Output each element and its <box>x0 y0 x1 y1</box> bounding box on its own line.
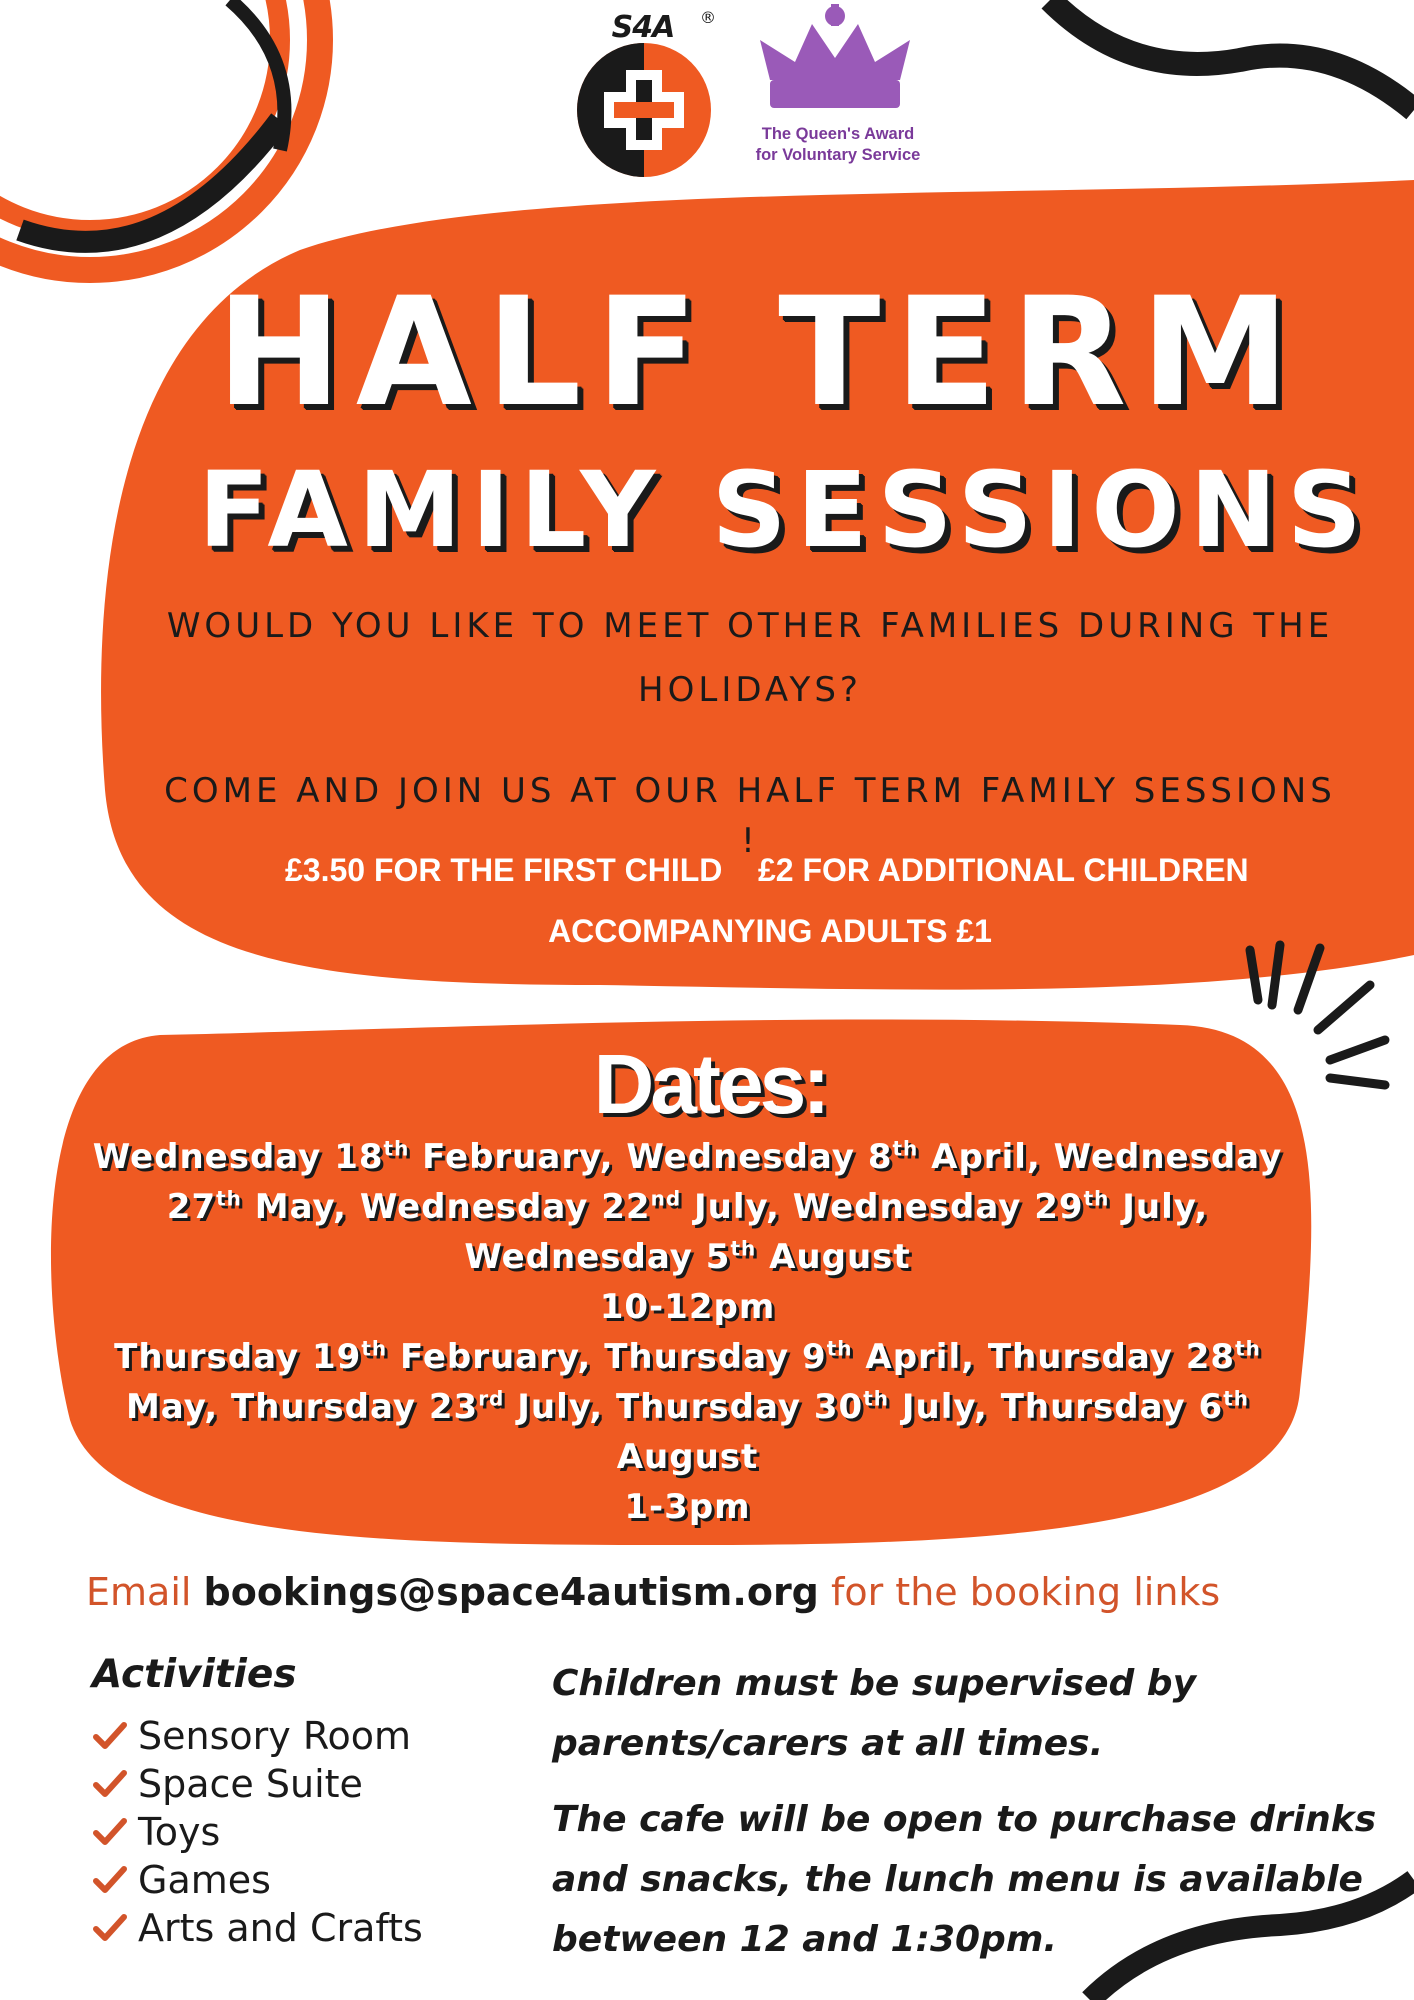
date-suffix: rd <box>478 1386 505 1411</box>
headline-title: HALF TERM <box>216 266 1304 440</box>
date-suffix: th <box>216 1186 242 1211</box>
date-month: July <box>517 1387 590 1427</box>
queens-award-line1: The Queen's Award <box>761 125 915 143</box>
email-address-link[interactable]: bookings@space4autism.org <box>203 1570 819 1614</box>
supervision-note: Children must be supervised by parents/carers at all times. <box>552 1663 1197 1764</box>
date-number: 30 <box>813 1387 864 1427</box>
wednesday-dates: Wednesday 18th February, Wednesday 8th April, Wednesday 27th May, Wednesday 22nd July, Wednesday 29th July, Wednesday 5th August <box>92 1136 1283 1277</box>
date-suffix: th <box>361 1336 388 1361</box>
date-number: 5 <box>705 1237 731 1277</box>
date-suffix: th <box>1235 1336 1261 1361</box>
date-suffix: th <box>863 1386 890 1411</box>
top-left-swirl-decoration <box>0 0 320 270</box>
checkmark-icon <box>92 1913 128 1943</box>
activity-item <box>92 1856 423 1904</box>
date-month: February <box>399 1337 578 1377</box>
top-right-swirl-decoration <box>1050 0 1414 110</box>
date-month: May <box>254 1187 334 1227</box>
price-first-child: £3.50 FOR THE FIRST CHILD <box>285 852 723 888</box>
activity-item <box>92 1760 423 1808</box>
queens-award-label <box>738 124 938 166</box>
date-number: 8 <box>867 1137 893 1177</box>
activity-label: Sensory Room <box>138 1714 412 1758</box>
date-month: April <box>865 1337 962 1377</box>
date-day: Thursday <box>604 1337 790 1377</box>
date-month: July <box>693 1187 767 1227</box>
date-month: July <box>1122 1187 1195 1227</box>
intro-question: WOULD YOU LIKE TO MEET OTHER FAMILIES DURING THE HOLIDAYS? <box>166 606 1334 710</box>
date-entry <box>360 1187 766 1227</box>
date-entry <box>93 1137 600 1177</box>
registered-mark: ® <box>700 8 716 27</box>
date-number: 22 <box>601 1187 651 1227</box>
activity-item <box>92 1808 423 1856</box>
date-day: Thursday <box>987 1337 1173 1377</box>
queens-award-line2: for Voluntary Service <box>755 146 921 164</box>
s4a-logo-text: S4A <box>611 10 675 45</box>
date-suffix: th <box>1223 1386 1250 1411</box>
date-entry <box>464 1237 910 1277</box>
email-prefix: Email <box>86 1570 204 1614</box>
dates-body <box>90 1132 1285 1532</box>
date-suffix: th <box>826 1336 853 1361</box>
date-month: August <box>769 1237 911 1277</box>
date-number: 9 <box>802 1337 827 1377</box>
date-day: Wednesday <box>359 1187 589 1227</box>
crown-icon <box>760 4 910 108</box>
dates-title: Dates: <box>593 1037 827 1131</box>
price-additional: £2 FOR ADDITIONAL CHILDREN <box>757 852 1249 888</box>
date-day: Thursday <box>231 1387 417 1427</box>
date-number: 6 <box>1198 1387 1224 1427</box>
date-day: Wednesday <box>1053 1137 1283 1177</box>
date-day: Thursday <box>1000 1387 1186 1427</box>
intro-invite: COME AND JOIN US AT OUR HALF TERM FAMILY SESSIONS ! <box>164 771 1336 861</box>
date-day: Thursday <box>114 1337 300 1377</box>
headline-subtitle: FAMILY SESSIONS <box>198 449 1372 571</box>
price-line <box>285 852 1249 889</box>
date-number: 28 <box>1185 1337 1236 1377</box>
date-suffix: nd <box>650 1186 682 1211</box>
date-number: 18 <box>334 1137 384 1177</box>
checkmark-icon <box>92 1817 128 1847</box>
activity-label: Space Suite <box>138 1762 363 1806</box>
checkmark-icon <box>92 1721 128 1751</box>
date-suffix: th <box>730 1236 757 1261</box>
date-day: Wednesday <box>464 1237 693 1277</box>
date-month: May <box>125 1387 205 1427</box>
activity-label: Games <box>138 1858 271 1902</box>
date-month: July <box>901 1387 974 1427</box>
date-number: 23 <box>428 1387 479 1427</box>
date-entry <box>626 1137 1027 1177</box>
date-number: 19 <box>311 1337 362 1377</box>
date-month: February <box>422 1137 600 1177</box>
date-entry <box>604 1337 961 1377</box>
date-entry <box>231 1387 589 1427</box>
activity-item <box>92 1712 423 1760</box>
thursday-dates: Thursday 19th February, Thursday 9th April, Thursday 28th May, Thursday 23rd July, Thursday 30th July, Thursday 6th August <box>114 1336 1261 1477</box>
date-entry <box>616 1387 974 1427</box>
price-adults: ACCOMPANYING ADULTS £1 <box>548 913 992 949</box>
date-number: 27 <box>166 1187 217 1227</box>
activities-title: Activities <box>92 1652 297 1697</box>
wednesday-time: 10-12pm <box>599 1287 776 1327</box>
date-suffix: th <box>383 1136 410 1161</box>
activities-list <box>92 1712 423 1952</box>
date-suffix: th <box>892 1136 919 1161</box>
email-line <box>86 1570 1366 1614</box>
date-suffix: th <box>1083 1186 1110 1211</box>
date-number: 29 <box>1034 1187 1084 1227</box>
activity-item <box>92 1904 423 1952</box>
activity-label: Arts and Crafts <box>138 1906 423 1950</box>
activity-label: Toys <box>138 1810 221 1854</box>
date-entry <box>793 1187 1194 1227</box>
checkmark-icon <box>92 1865 128 1895</box>
checkmark-icon <box>92 1769 128 1799</box>
cafe-note: The cafe will be open to purchase drinks and snacks, the lunch menu is available between 12 and 1:30pm. <box>552 1799 1377 1960</box>
date-month: April <box>931 1137 1027 1177</box>
date-day: Thursday <box>616 1387 802 1427</box>
date-day: Wednesday <box>792 1187 1022 1227</box>
date-month: August <box>616 1437 759 1477</box>
date-day: Wednesday <box>92 1137 322 1177</box>
date-entry <box>114 1337 577 1377</box>
thursday-time: 1-3pm <box>624 1487 751 1527</box>
s4a-logo-icon <box>577 43 711 177</box>
email-suffix: for the booking links <box>818 1570 1221 1614</box>
date-day: Wednesday <box>626 1137 855 1177</box>
